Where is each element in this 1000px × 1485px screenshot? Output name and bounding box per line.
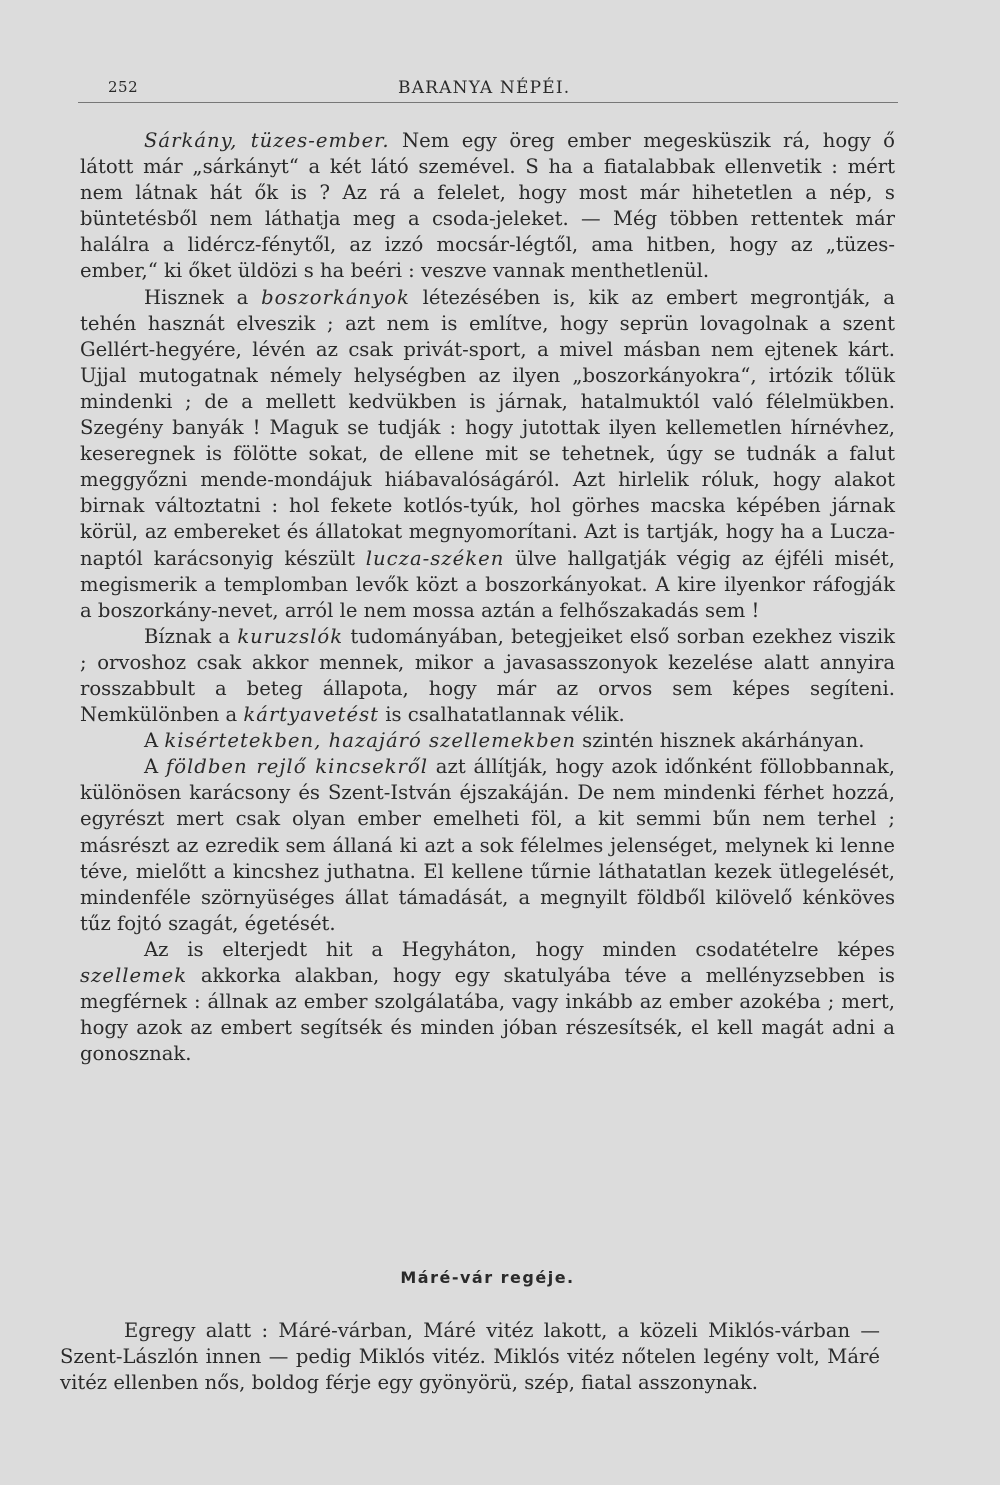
header-rule — [78, 102, 898, 103]
paragraph-text: tudományában, betegjeiket első sorban ezekhez viszik ; orvoshoz csak akkor mennek, mikor a javasasszonyok kezelése alatt annyira rosszabbult a beteg állapota, hogy már az orvos sem képes segíteni. Nemkülönben a — [80, 624, 895, 727]
italic-term: kuruzslók — [237, 624, 344, 648]
italic-term: boszorkányok — [261, 285, 410, 309]
italic-term: Sárkány, tüzes-ember. — [144, 129, 390, 152]
paragraph-text: Egregy alatt : Máré-várban, Máré vitéz lakott, a közeli Miklós-várban — Szent-Lászlón innen — pedig Miklós vitéz. Miklós vitéz nőtelen legény volt, Máré vitéz ellenben nős, boldog férje egy gyönyörü, szép, fiatal asszonynak. — [60, 1319, 880, 1395]
paragraph — [60, 1318, 880, 1396]
italic-term: szellemek — [80, 964, 188, 987]
paragraph-text: A — [144, 729, 165, 753]
paragraph-text: azt állítják, hogy azok időnként föllobbannak, különösen karácsony és Szent-István éjszakáján. De nem mindenki férhet hozzá, egyrészt mert csak olyan ember emelheti föl, a kit semmi bűn nem terhel ; másrészt az ezredik sem állaná ki azt a sok félelmes jelenséget, melynek ki lenne téve, mielőtt a kincshez juthatna. El kellene tűrnie láthatatlan kezek ütlegelését, mindenféle szörnyüséges állat támadását, a megnyilt földből kilövelő kénköves tűz fojtó szagát, égetését. — [80, 755, 895, 935]
paragraph-text: Hisznek a — [144, 285, 262, 309]
italic-term: kártyavetést — [243, 703, 379, 727]
paragraph — [80, 728, 895, 754]
paragraph-text: ülve hallgatják végig az éjféli misét, megismerik a templomban levők közt a boszorkányokat. A kire ilyenkor ráfogják a boszorkány-nevet, arról le nem mossa aztán a felhőszakadás sem ! — [80, 546, 895, 622]
paragraph-text: Bíznak a — [144, 624, 238, 648]
page-header — [78, 68, 898, 98]
paragraph — [80, 128, 895, 285]
paragraph-text: szintén hisznek akárhányan. — [575, 729, 865, 753]
paragraph-text: A — [144, 755, 166, 779]
paragraph — [80, 754, 895, 937]
paragraph-text: akkorka alakban, hogy egy skatulyába téve a mellényzsebben is megférnek : állnak az ember szolgálatába, vagy inkább az ember azokéba ; mert, hogy azok az embert segítsék és minden jóban részesítsék, el kell magát adni a gonosznak. — [80, 964, 895, 1066]
paragraph — [80, 937, 895, 1067]
italic-term: kisértetekben, hazajáró szellemekben — [164, 729, 576, 753]
paragraph-text: Az is elterjedt hit a Hegyháton, hogy minden csodatételre képes — [144, 937, 895, 961]
running-title: BARANYA NÉPÉI. — [398, 78, 571, 98]
page-number: 252 — [108, 78, 139, 96]
italic-term: földben rejlő kincsekről — [165, 755, 428, 779]
paragraph-text: is csalhatatlannak vélik. — [379, 703, 625, 727]
paragraph — [80, 624, 895, 728]
paragraph-text: Nem egy öreg ember megesküszik rá, hogy ő látott már „sárkányt“ a két látó szemével. S ha a fiatalabbak ellenvetik : mért nem látnak hát ők is ? Az rá a felelet, hogy most már hihetetlen a nép, s büntetésből nem láthatja meg a csoda-jeleket. — Még többen rettentek már halálra a lidércz-fénytől, az izzó mocsár-légtől, ama hitben, hogy az „tüzes-ember,“ ki őket üldözi s ha beéri : veszve vannak menthetlenül. — [80, 129, 895, 283]
section-body-text — [60, 1318, 880, 1396]
italic-term: lucza-széken — [365, 546, 505, 570]
section-title: Máré-vár regéje. — [400, 1268, 575, 1287]
body-text — [80, 128, 895, 1067]
paragraph-text: létezésében is, kik az embert megrontják, a tehén hasznát elveszik ; azt nem is említve, hogy seprün lovagolnak a szent Gellért-hegyére, lévén az csak privát-sport, a mivel másban nem ejtenek kárt. Ujjal mutogatnak némely helységben az ilyen „boszorkányokra“, irtózik tőlük mindenki ; de a mellett kedvükben is járnak, hatalmuktól való félelmükben. Szegény banyák ! Maguk se tudják : hogy jutottak ilyen kellemetlen hírnévhez, keseregnek is fölötte sokat, de ellene mit se tehetnek, úgy se tudnák a falut meggyőzni mende-mondájuk hiábavalóságáról. Azt hirlelik róluk, hogy alakot birnak változtatni : hol fekete kotlós-tyúk, hol görhes macska képében járnak körül, az embereket és állatokat megnyomorítani. Azt is tartják, hogy ha a Lucza-naptól karácsonyig készült — [80, 285, 895, 570]
paragraph — [80, 285, 895, 624]
